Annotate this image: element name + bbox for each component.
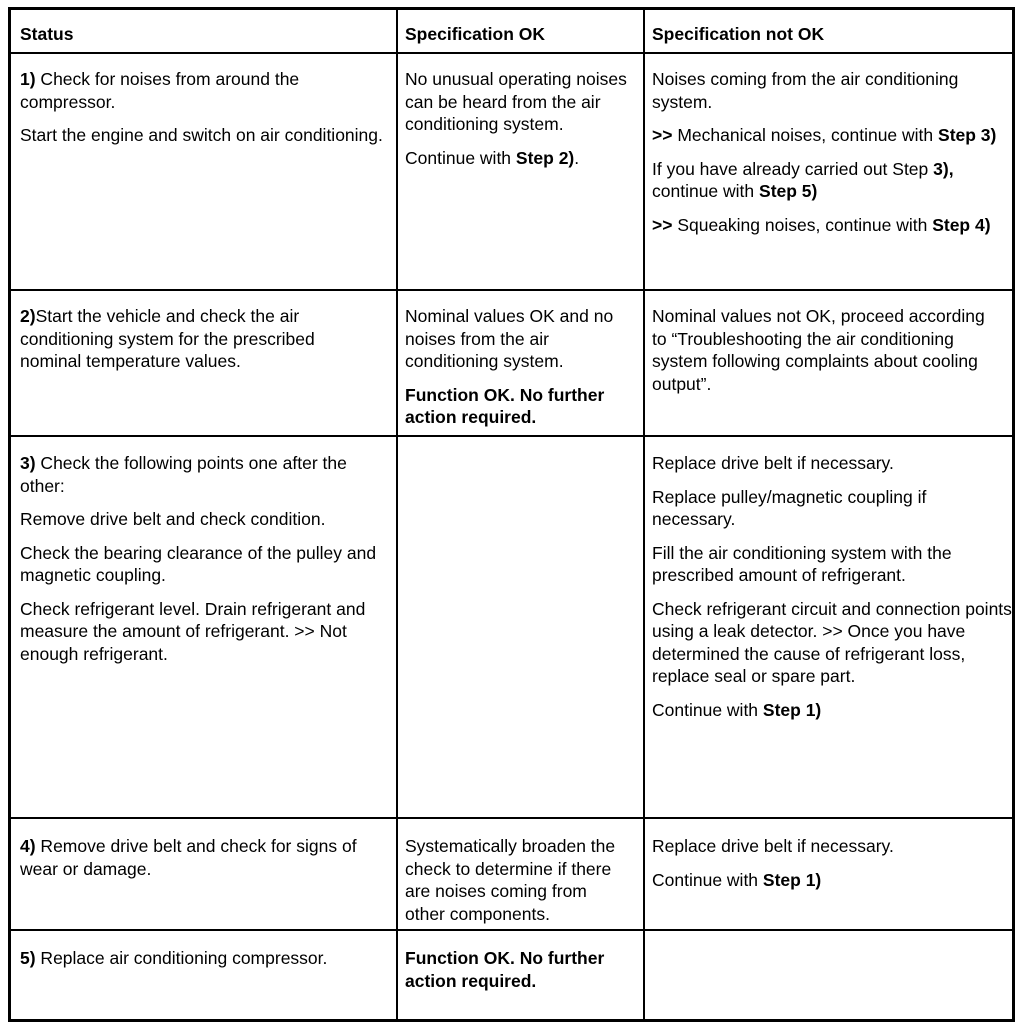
text: Continue with — [652, 699, 763, 720]
row-divider — [11, 52, 1012, 54]
row1-status-cell — [20, 68, 390, 158]
text: Fill the air conditioning system with the prescribed amount of refrigerant. — [652, 542, 952, 585]
bold-text: Step 3) — [938, 125, 997, 145]
cell-paragraph — [405, 305, 639, 373]
cell-paragraph — [405, 68, 639, 136]
row3-not-ok-cell — [652, 452, 1014, 732]
row2-ok-cell — [405, 305, 639, 440]
text: If you have already carried out Step — [652, 158, 934, 179]
text: Check refrigerant level. Drain refrigerant and measure the amount of refrigerant. >> Not enough refrigerant. — [20, 598, 366, 664]
bold-text: 2) — [20, 306, 36, 326]
text: . — [574, 147, 580, 168]
bold-text: >> — [652, 214, 673, 235]
text: Replace drive belt if necessary. — [652, 836, 894, 856]
text: Replace drive belt if necessary. — [652, 453, 894, 473]
row3-status-cell — [20, 452, 392, 676]
row4-ok-cell — [405, 835, 630, 936]
text: continue with — [652, 181, 760, 201]
row2-not-ok-cell — [652, 305, 1002, 406]
cell-paragraph — [652, 305, 1002, 395]
cell-paragraph — [20, 508, 392, 531]
bold-text: Step 4) — [932, 214, 991, 235]
row5-ok-cell — [405, 947, 639, 1003]
row-divider — [11, 817, 1012, 819]
row-divider — [11, 289, 1012, 291]
cell-paragraph — [652, 124, 1014, 147]
text: Squeaking noises, continue with — [672, 214, 933, 235]
bold-text: Step 5) — [759, 181, 818, 201]
bold-text: >> — [652, 125, 673, 145]
bold-text: 5) — [20, 948, 36, 968]
bold-text: Step 1) — [762, 699, 822, 720]
text: Replace air conditioning compressor. — [35, 948, 328, 968]
cell-paragraph — [652, 214, 1014, 237]
text: Continue with — [652, 869, 763, 890]
cell-paragraph — [20, 947, 390, 970]
header-spec-ok: Specification OK — [405, 24, 546, 44]
text: Check the following points one after the other: — [20, 453, 347, 496]
cell-paragraph — [20, 835, 390, 880]
row2-status-cell — [20, 305, 380, 384]
cell-paragraph — [652, 452, 1014, 475]
row4-not-ok-cell — [652, 835, 1014, 902]
cell-paragraph — [20, 305, 380, 373]
text: Noises coming from the air conditioning system. — [652, 69, 959, 112]
cell-paragraph — [20, 68, 390, 113]
text: Replace pulley/magnetic coupling if necessary. — [652, 486, 927, 529]
cell-paragraph — [20, 598, 392, 666]
text: Nominal values OK and no noises from the air conditioning system. — [405, 306, 614, 371]
column-divider — [643, 10, 645, 1019]
bold-text: 4) — [20, 836, 36, 856]
cell-paragraph — [652, 158, 1014, 203]
bold-text: Function OK. No further action required. — [405, 948, 605, 991]
cell-paragraph — [405, 384, 639, 429]
text: Check the bearing clearance of the pulley and magnetic coupling. — [20, 542, 377, 585]
header-spec-not-ok: Specification not OK — [652, 24, 825, 44]
text: Check refrigerant circuit and connection points using a leak detector. >> Once you have determined the cause of refrigerant loss, replace seal or spare part. — [652, 598, 1012, 686]
row1-not-ok-cell — [652, 68, 1014, 247]
bold-text: Step 1) — [762, 869, 822, 890]
text: Remove drive belt and check for signs of wear or damage. — [20, 836, 357, 879]
bold-text: 3) — [20, 453, 36, 473]
row4-status-cell — [20, 835, 390, 891]
cell-paragraph — [652, 68, 1014, 113]
cell-paragraph — [405, 947, 639, 992]
cell-paragraph — [405, 835, 630, 925]
cell-paragraph — [652, 542, 1014, 587]
troubleshooting-table — [8, 7, 1015, 1022]
row1-ok-cell — [405, 68, 639, 180]
bold-text: Function OK. No further action required. — [405, 384, 605, 427]
cell-paragraph — [20, 452, 392, 497]
bold-text: 3), — [933, 158, 954, 179]
cell-paragraph — [652, 835, 1014, 858]
bold-text: 1) — [20, 69, 36, 89]
text: Continue with — [405, 147, 516, 168]
cell-paragraph — [20, 542, 392, 587]
cell-paragraph — [652, 598, 1014, 688]
cell-paragraph — [20, 124, 390, 147]
text: Mechanical noises, continue with — [672, 125, 939, 145]
column-divider — [396, 10, 398, 1019]
text: Nominal values not OK, proceed according to “Troubleshooting the air conditioning system following complaints about cooling output”. — [652, 306, 985, 394]
bold-text: Step 2) — [515, 147, 575, 168]
text: Start the vehicle and check the air conditioning system for the prescribed nominal temperature values. — [20, 306, 315, 371]
text: Check for noises from around the compressor. — [20, 69, 300, 112]
cell-paragraph — [652, 699, 1014, 722]
text: Remove drive belt and check condition. — [20, 509, 326, 529]
text: No unusual operating noises can be heard from the air conditioning system. — [405, 69, 627, 134]
text: Systematically broaden the check to determine if there are noises coming from other components. — [405, 836, 616, 924]
cell-paragraph — [405, 147, 639, 170]
cell-paragraph — [652, 869, 1014, 892]
text: Start the engine and switch on air conditioning. — [20, 125, 383, 145]
row5-status-cell — [20, 947, 390, 981]
cell-paragraph — [652, 486, 1014, 531]
header-status: Status — [20, 24, 74, 44]
